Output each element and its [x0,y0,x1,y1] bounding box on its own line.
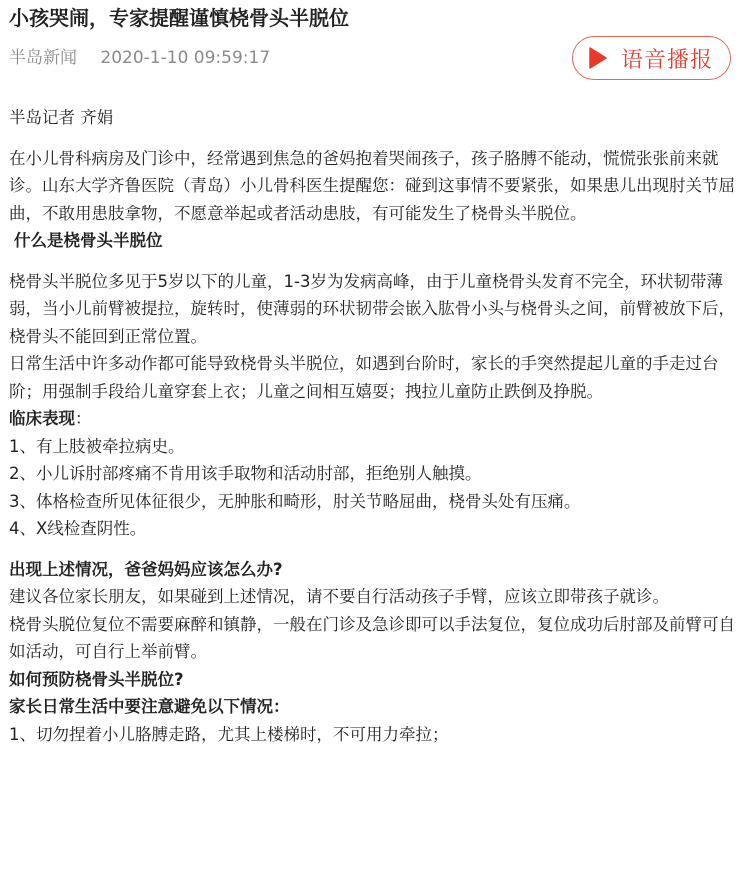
clinical-heading-colon: ： [75,409,92,428]
spacer [9,255,737,268]
list-item: 4、X线检查阴性。 [9,519,147,538]
todo-paragraph-1: 建议各位家长朋友，如果碰到上述情况，请不要自行活动孩子手臂，应该立即带孩子就诊。 [9,587,669,606]
article-title: 小孩哭闹，专家提醒谨慎桡骨头半脱位 [9,6,349,30]
what-paragraph-2: 日常生活中许多动作都可能导致桡骨头半脱位，如遇到台阶时，家长的手突然提起儿童的手走过台阶；用强制手段给儿童穿套上衣；儿童之间相互嬉耍；拽拉儿童防止跌倒及挣脱。 [9,354,719,401]
publish-date: 2020-1-10 09:59:17 [100,48,271,68]
list-item: 3、体格检查所见体征很少，无肿胀和畸形，肘关节略屈曲，桡骨头处有压痛。 [9,491,581,511]
intro-paragraph: 在小儿骨科病房及门诊中，经常遇到焦急的爸妈抱着哭闹孩子，孩子胳膊不能动，慌慌张张前来就诊。山东大学齐鲁医院（青岛）小儿骨科医生提醒您：碰到这事情不要紧张，如果患儿出现肘关节屈曲，不敢用患肢拿物，不愿意举起或者活动患肢，有可能发生了桡骨头半脱位。 [9,148,735,223]
section-heading-prevent: 如何预防桡骨头半脱位? [9,669,184,689]
section-heading-what: 什么是桡骨头半脱位 [14,231,163,250]
section-heading-avoid: 家长日常生活中要注意避免以下情况： [9,697,290,716]
article-meta [9,46,270,70]
article-body [9,104,737,748]
source-name: 半岛新闻 [9,48,77,68]
what-paragraph-1: 桡骨头半脱位多见于5岁以下的儿童，1-3岁为发病高峰，由于儿童桡骨头发育不完全，环状韧带薄弱，当小儿前臂被提拉，旋转时，使薄弱的环状韧带会嵌入肱骨小头与桡骨头之间，前臂被放下后，桡骨头不能回到正常位置。 [9,271,735,346]
section-heading-clinical [9,405,737,433]
todo-paragraph-2: 桡骨头脱位复位不需要麻醉和镇静，一般在门诊及急诊即可以手法复位，复位成功后肘部及前臂可自如活动，可自行上举前臂。 [9,614,735,661]
spacer [9,543,737,556]
list-item: 1、有上肢被牵拉病史。 [9,436,185,456]
section-heading-what-to-do: 出现上述情况，爸爸妈妈应该怎么办? [9,559,283,579]
reporter-line: 半岛记者 齐娟 [9,108,114,127]
voice-broadcast-button[interactable] [572,36,731,80]
clinical-heading-text: 临床表现 [9,409,75,428]
list-item: 2、小儿诉肘部疼痛不肯用该手取物和活动肘部，拒绝别人触摸。 [9,464,482,483]
voice-broadcast-label: 语音播报 [621,47,714,73]
spacer [9,132,737,145]
play-icon [589,47,607,69]
list-item: 1、切勿捏着小儿胳膊走路，尤其上楼梯时，不可用力牵拉； [9,724,449,744]
